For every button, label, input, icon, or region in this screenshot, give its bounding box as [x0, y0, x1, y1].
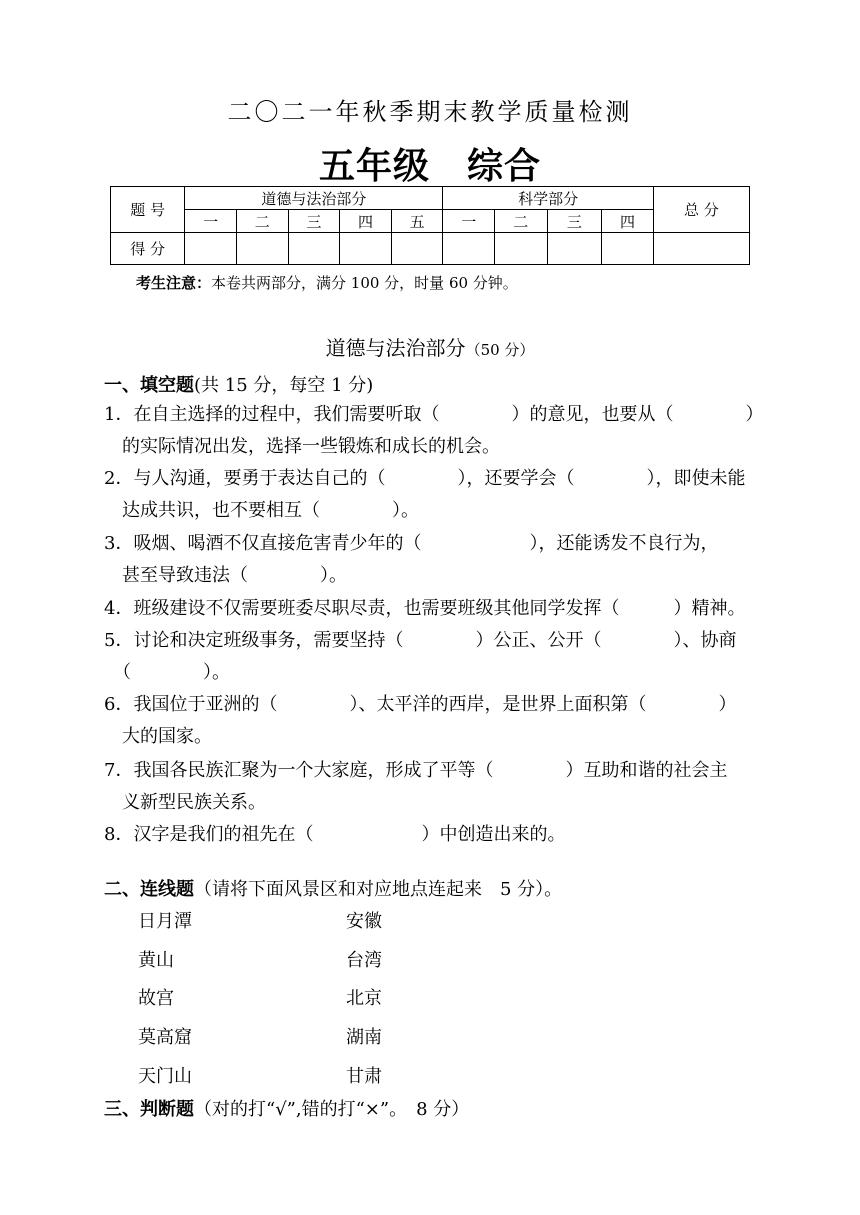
- question-line: 2．与人沟通，要勇于表达自己的（ ），还要学会（ ），即使未能: [104, 468, 746, 489]
- score-cell[interactable]: [185, 233, 237, 265]
- part2-heading-label: 二、连线题: [104, 879, 194, 900]
- score-cell[interactable]: [340, 233, 392, 265]
- question-line: 4．班级建设不仅需要班委尽职尽责，也需要班级其他同学发挥（ ）精神。: [104, 598, 746, 619]
- col-number: 二: [236, 210, 288, 233]
- question-line: （ ）。: [104, 662, 230, 683]
- part2-heading: [104, 875, 562, 901]
- match-left-item[interactable]: 故宫: [138, 988, 174, 1009]
- question-line: 义新型民族关系。: [104, 792, 266, 813]
- score-cell[interactable]: [391, 233, 443, 265]
- section-title: [0, 332, 860, 361]
- score-cell[interactable]: [495, 233, 548, 265]
- col-number: 二: [495, 210, 548, 233]
- exam-notice: [136, 272, 518, 293]
- part3-heading: [104, 1095, 469, 1121]
- match-left-item[interactable]: 莫高窟: [138, 1027, 192, 1048]
- question-line: 达成共识，也不要相互（ ）。: [104, 500, 419, 521]
- question-line: 3．吸烟、喝酒不仅直接危害青少年的（ ），还能诱发不良行为，: [104, 533, 719, 554]
- score-cell[interactable]: [288, 233, 340, 265]
- question-line: 1．在自主选择的过程中，我们需要听取（ ）的意见，也要从（ ）: [104, 404, 764, 425]
- section-score: （50 分）: [465, 341, 535, 359]
- col-number: 一: [185, 210, 237, 233]
- group-moral: 道德与法治部分: [185, 187, 443, 210]
- total-header: 总 分: [653, 187, 749, 233]
- col-number: 四: [340, 210, 392, 233]
- row-label-score: 得 分: [111, 233, 185, 265]
- exam-title: 二〇二一年秋季期末教学质量检测: [227, 98, 633, 126]
- part1-heading-note: (共 15 分，每空 1 分): [194, 375, 374, 396]
- group-science: 科学部分: [443, 187, 653, 210]
- score-table: [110, 186, 750, 265]
- score-cell[interactable]: [602, 233, 654, 265]
- match-left-item[interactable]: 日月潭: [138, 911, 192, 932]
- match-right-item[interactable]: 北京: [346, 988, 382, 1009]
- part1-heading: [104, 371, 373, 397]
- score-row: [111, 233, 750, 265]
- question-line: 8．汉字是我们的祖先在（ ）中创造出来的。: [104, 824, 566, 845]
- match-right-item[interactable]: 湖南: [346, 1027, 382, 1048]
- score-cell[interactable]: [236, 233, 288, 265]
- notice-label: 考生注意：: [136, 274, 212, 292]
- total-score-cell[interactable]: [653, 233, 749, 265]
- row-label-question-number: 题 号: [111, 187, 185, 233]
- notice-text: 本卷共两部分，满分 100 分，时量 60 分钟。: [211, 274, 518, 292]
- section-name: 道德与法治部分: [325, 336, 466, 360]
- part1-heading-label: 一、填空题: [104, 375, 194, 396]
- part3-heading-label: 三、判断题: [104, 1099, 194, 1120]
- score-cell[interactable]: [443, 233, 495, 265]
- col-number: 三: [288, 210, 340, 233]
- question-line: 6．我国位于亚洲的（ ）、太平洋的西岸，是世界上面积第（ ）: [104, 694, 737, 715]
- question-line: 甚至导致违法（ ）。: [104, 565, 347, 586]
- score-cell[interactable]: [547, 233, 602, 265]
- question-line: 大的国家。: [104, 726, 212, 747]
- match-left-item[interactable]: 黄山: [138, 950, 174, 971]
- match-right-item[interactable]: 甘肃: [346, 1066, 382, 1087]
- col-number: 一: [443, 210, 495, 233]
- question-line: 的实际情况出发，选择一些锻炼和成长的机会。: [104, 436, 500, 457]
- col-number: 三: [547, 210, 602, 233]
- question-line: 5．讨论和决定班级事务，需要坚持（ ）公正、公开（ ）、协商: [104, 630, 737, 651]
- match-left-item[interactable]: 天门山: [138, 1066, 192, 1087]
- match-right-item[interactable]: 台湾: [346, 950, 382, 971]
- match-right-item[interactable]: 安徽: [346, 911, 382, 932]
- col-number: 四: [602, 210, 654, 233]
- question-line: 7．我国各民族汇聚为一个大家庭，形成了平等（ ）互助和谐的社会主: [104, 760, 728, 781]
- part3-heading-note: （对的打“√”,错的打“×”。 8 分）: [194, 1099, 470, 1120]
- col-number: 五: [391, 210, 443, 233]
- part2-heading-note: （请将下面风景区和对应地点连起来 5 分）。: [194, 879, 563, 900]
- subject-title: 五年级 综合: [318, 146, 541, 187]
